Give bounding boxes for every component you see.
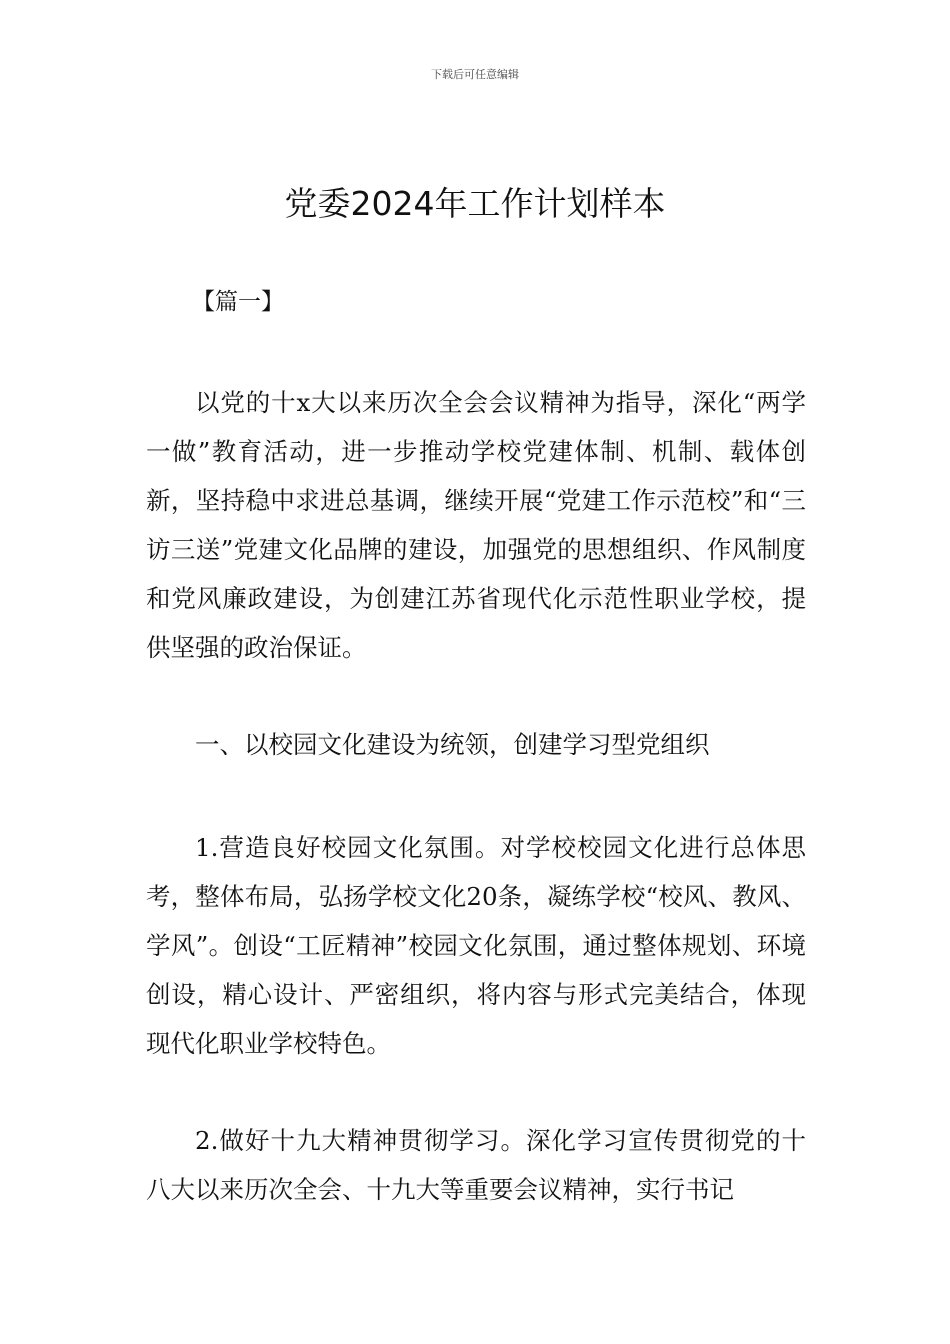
- section-heading-1: 一、以校园文化建设为统领，创建学习型党组织: [195, 730, 710, 759]
- intro-paragraph: 以党的十x大以来历次全会会议精神为指导，深化“两学一做”教育活动，进一步推动学校党建体制、机制、载体创新，坚持稳中求进总基调，继续开展“党建工作示范校”和“三访三送”党建文化品牌的建设，加强党的思想组织、作风制度和党风廉政建设，为创建江苏省现代化示范性职业学校，提供坚强的政治保证。: [146, 388, 806, 662]
- document-title: 党委2024年工作计划样本: [284, 184, 666, 223]
- section-label: 【篇一】: [192, 289, 284, 315]
- item-paragraph-1: 1.营造良好校园文化氛围。对学校校园文化进行总体思考，整体布局，弘扬学校文化20条，凝练学校“校风、教风、学风”。创设“工匠精神”校园文化氛围，通过整体规划、环境创设，精心设计、严密组织，将内容与形式完美结合，体现现代化职业学校特色。: [146, 833, 806, 1058]
- item-paragraph-2: 2.做好十九大精神贯彻学习。深化学习宣传贯彻党的十八大以来历次全会、十九大等重要会议精神，实行书记: [146, 1126, 806, 1204]
- header-note: 下载后可任意编辑: [431, 68, 519, 81]
